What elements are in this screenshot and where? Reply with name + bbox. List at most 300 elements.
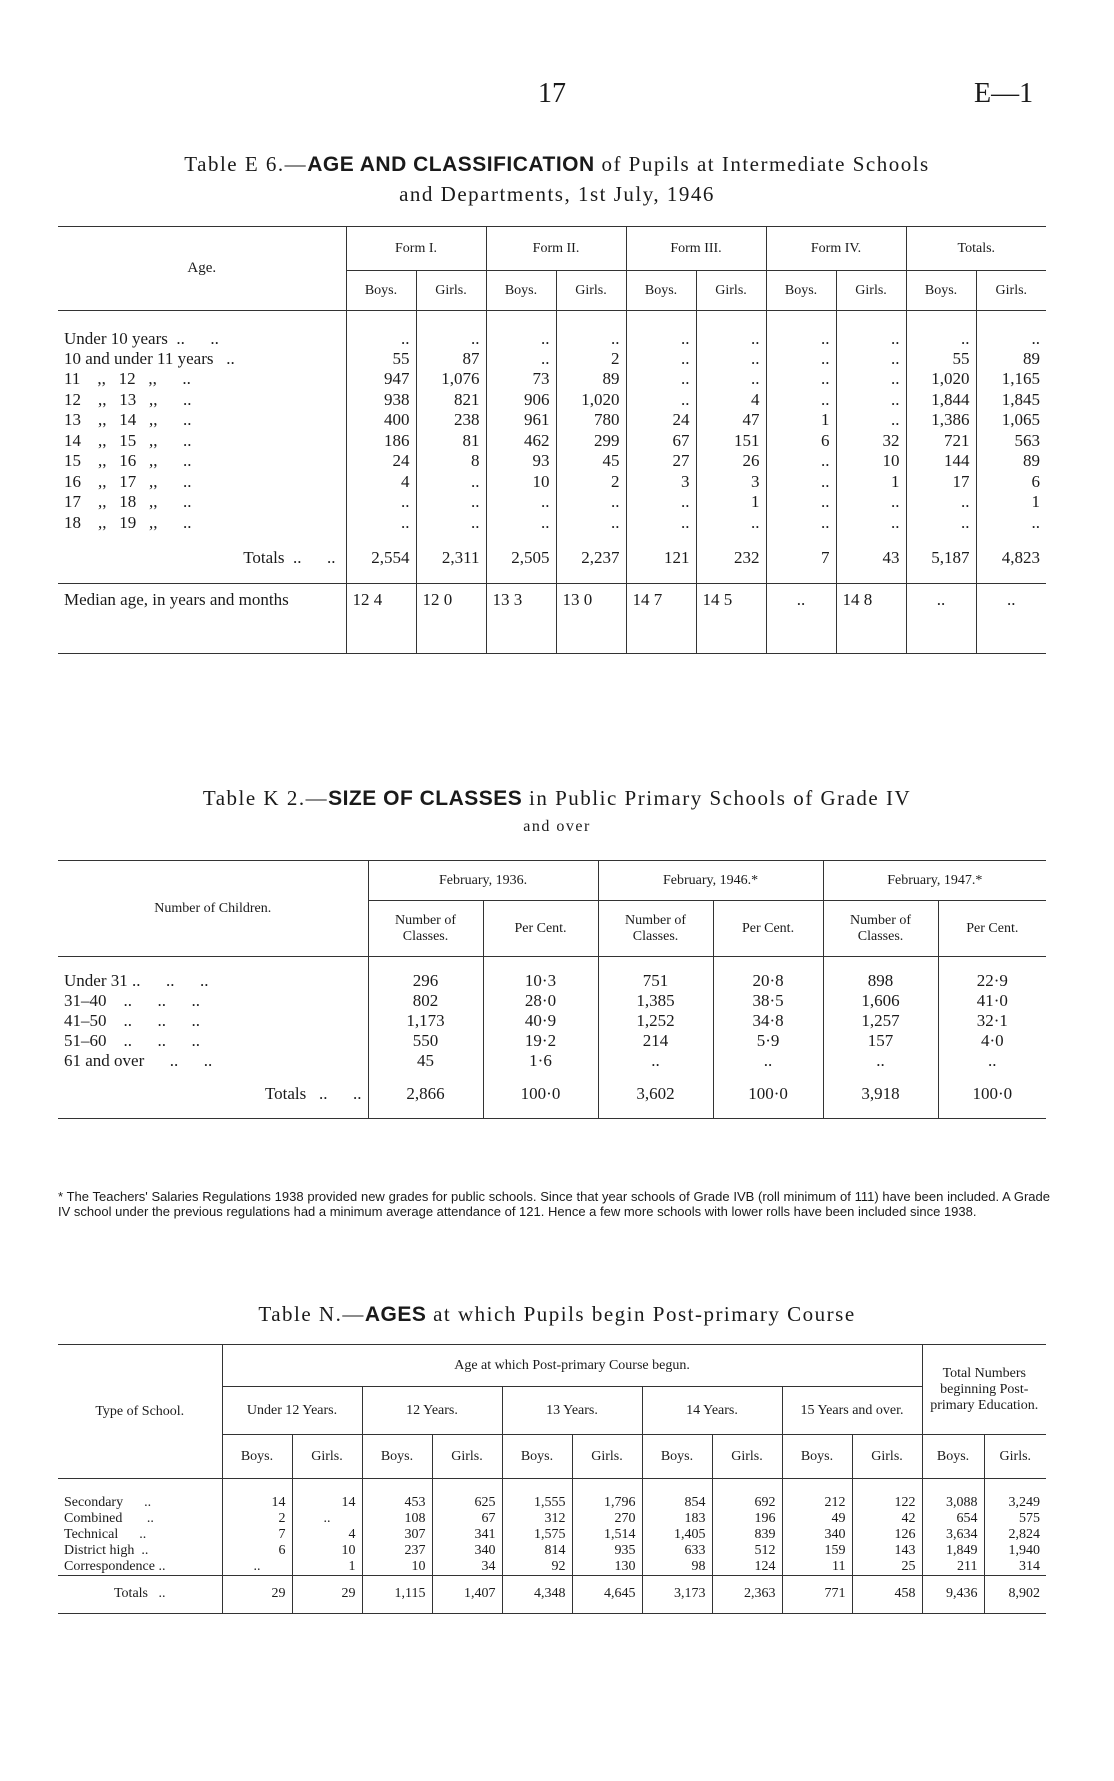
table-cell: 4 (292, 1527, 362, 1543)
table-cell: 780 (556, 410, 626, 431)
table-cell: 340 (782, 1527, 852, 1543)
girls-header: Girls. (852, 1435, 922, 1479)
girls-header: Girls. (976, 271, 1046, 311)
girls-header: Girls. (416, 271, 486, 311)
table-cell: .. (626, 513, 696, 534)
table-cell: 1,849 (922, 1543, 984, 1559)
table-cell: 341 (432, 1527, 502, 1543)
median-row (58, 583, 1046, 653)
table-cell: 839 (712, 1527, 782, 1543)
table-row (58, 1559, 1046, 1576)
table-cell: 961 (486, 410, 556, 431)
table-cell: 947 (346, 369, 416, 390)
total-cell: 43 (836, 533, 906, 583)
table-cell: 10 (486, 472, 556, 493)
table-cell: 89 (976, 451, 1046, 472)
table-cell: 3,088 (922, 1479, 984, 1511)
boys-header: Boys. (922, 1435, 984, 1479)
table-cell: 87 (416, 349, 486, 370)
table-cell: 92 (502, 1559, 572, 1576)
age-group-3-header: 14 Years. (642, 1387, 782, 1435)
type-column-header: Type of School. (95, 1403, 185, 1419)
table-cell: 1,020 (556, 390, 626, 411)
table-k2-title: Table K 2.—SIZE OF CLASSES in Public Primary Schools of Grade IV (202, 786, 912, 810)
table-cell: 22·9 (938, 957, 1046, 991)
table-cell: .. (766, 311, 836, 349)
totals-label: Totals .. .. (243, 547, 336, 567)
table-cell: 40·9 (483, 1011, 598, 1031)
table-cell: 935 (572, 1543, 642, 1559)
table-cell: 10 (292, 1543, 362, 1559)
age-group-header: Age at which Post-primary Course begun. (222, 1345, 922, 1387)
period-1947-header: February, 1947.* (823, 861, 1046, 901)
total-cell: 3,602 (598, 1071, 713, 1119)
table-cell: 10 (836, 451, 906, 472)
table-cell: 1,065 (976, 410, 1046, 431)
per-cent-header: Per Cent. (713, 901, 823, 957)
table-cell: 73 (486, 369, 556, 390)
table-cell: 1,514 (572, 1527, 642, 1543)
total-cell: 1,407 (432, 1575, 502, 1613)
school-type-label: Technical .. (64, 1526, 147, 1542)
boys-header: Boys. (766, 271, 836, 311)
age-label: 18 ,, 19 ,, .. (64, 512, 192, 532)
table-cell: .. (836, 492, 906, 513)
boys-header: Boys. (346, 271, 416, 311)
table-cell: .. (292, 1511, 362, 1527)
form4-header: Form IV. (766, 227, 906, 271)
girls-header: Girls. (292, 1435, 362, 1479)
table-cell: 89 (976, 349, 1046, 370)
table-cell: 67 (432, 1511, 502, 1527)
total-cell: 4,823 (976, 533, 1046, 583)
age-label: 12 ,, 13 ,, .. (64, 389, 192, 409)
table-cell: 67 (626, 431, 696, 452)
table-k2-subtitle: and over (523, 818, 591, 835)
table-cell: .. (766, 513, 836, 534)
table-row (58, 390, 1046, 411)
table-cell: 32 (836, 431, 906, 452)
table-row (58, 513, 1046, 534)
page-number: 17 (538, 78, 566, 109)
table-cell: .. (346, 492, 416, 513)
table-cell: .. (836, 311, 906, 349)
children-label: 61 and over .. .. (64, 1050, 213, 1070)
table-cell: .. (416, 311, 486, 349)
table-cell: 1,844 (906, 390, 976, 411)
table-cell: 1 (766, 410, 836, 431)
form1-header: Form I. (346, 227, 486, 271)
table-cell: 4 (346, 472, 416, 493)
table-cell: .. (556, 513, 626, 534)
table-cell: 41·0 (938, 991, 1046, 1011)
boys-header: Boys. (642, 1435, 712, 1479)
age-label: 16 ,, 17 ,, .. (64, 471, 192, 491)
table-cell: 47 (696, 410, 766, 431)
table-cell: 32·1 (938, 1011, 1046, 1031)
table-cell: 1,796 (572, 1479, 642, 1511)
table-cell: 11 (782, 1559, 852, 1576)
table-cell: .. (346, 311, 416, 349)
table-cell: 512 (712, 1543, 782, 1559)
table-cell: 1,555 (502, 1479, 572, 1511)
total-cell: 2,237 (556, 533, 626, 583)
table-cell: 1,606 (823, 991, 938, 1011)
table-cell: 462 (486, 431, 556, 452)
total-cell: 7 (766, 533, 836, 583)
table-cell: .. (836, 369, 906, 390)
table-cell: 550 (368, 1031, 483, 1051)
table-row (58, 1011, 1046, 1031)
table-row (58, 349, 1046, 370)
total-cell: 4,645 (572, 1575, 642, 1613)
table-cell: 19·2 (483, 1031, 598, 1051)
median-cell: 12 0 (416, 583, 486, 653)
table-cell: 1,020 (906, 369, 976, 390)
table-n (58, 1344, 1046, 1614)
table-cell: 2 (556, 349, 626, 370)
number-of-classes-header: Number of Classes. (598, 901, 713, 957)
table-cell: 186 (346, 431, 416, 452)
table-cell: 1·6 (483, 1051, 598, 1071)
table-cell: 1 (696, 492, 766, 513)
table-cell: .. (976, 513, 1046, 534)
table-cell: .. (906, 311, 976, 349)
total-cell: 121 (626, 533, 696, 583)
table-cell: .. (696, 369, 766, 390)
table-cell: 34·8 (713, 1011, 823, 1031)
table-cell: .. (598, 1051, 713, 1071)
table-cell: 4·0 (938, 1031, 1046, 1051)
table-cell: .. (713, 1051, 823, 1071)
table-cell: 1,940 (984, 1543, 1046, 1559)
totals-label: Totals .. (113, 1586, 166, 1601)
form2-header: Form II. (486, 227, 626, 271)
page-reference: E—1 (974, 78, 1034, 109)
table-cell: 26 (696, 451, 766, 472)
table-cell: 151 (696, 431, 766, 452)
table-cell: 1,845 (976, 390, 1046, 411)
total-cell: 458 (852, 1575, 922, 1613)
table-row (58, 1051, 1046, 1071)
table-n-title: Table N.—AGES at which Pupils begin Post-primary Course (258, 1302, 856, 1326)
table-cell: 93 (486, 451, 556, 472)
table-cell: .. (346, 513, 416, 534)
total-cell: 4,348 (502, 1575, 572, 1613)
table-cell: 3,249 (984, 1479, 1046, 1511)
table-cell: 55 (346, 349, 416, 370)
table-row (58, 1479, 1046, 1511)
total-cell: 100·0 (938, 1071, 1046, 1119)
form3-header: Form III. (626, 227, 766, 271)
table-cell: 575 (984, 1511, 1046, 1527)
table-cell: 27 (626, 451, 696, 472)
age-label: 11 ,, 12 ,, .. (64, 369, 191, 389)
table-row (58, 369, 1046, 390)
table-cell: 453 (362, 1479, 432, 1511)
table-cell: .. (766, 349, 836, 370)
table-cell: 270 (572, 1511, 642, 1527)
total-cell: 232 (696, 533, 766, 583)
totals-row (58, 533, 1046, 583)
table-cell: .. (486, 492, 556, 513)
table-cell: 144 (906, 451, 976, 472)
table-cell: .. (486, 513, 556, 534)
table-cell: 45 (556, 451, 626, 472)
school-type-label: Correspondence .. (64, 1558, 166, 1574)
table-cell: .. (836, 349, 906, 370)
table-cell: 6 (976, 472, 1046, 493)
table-cell: .. (486, 349, 556, 370)
table-cell: 20·8 (713, 957, 823, 991)
totals-label: Totals .. .. (264, 1084, 362, 1104)
table-e6 (58, 226, 1046, 654)
table-cell: 1,386 (906, 410, 976, 431)
total-cell: 9,436 (922, 1575, 984, 1613)
median-cell: 14 7 (626, 583, 696, 653)
table-cell: .. (626, 349, 696, 370)
median-cell: 13 3 (486, 583, 556, 653)
table-row (58, 1511, 1046, 1527)
table-cell: 625 (432, 1479, 502, 1511)
table-row (58, 451, 1046, 472)
table-cell: 143 (852, 1543, 922, 1559)
table-cell: 821 (416, 390, 486, 411)
per-cent-header: Per Cent. (938, 901, 1046, 957)
table-cell: .. (556, 311, 626, 349)
table-cell: 49 (782, 1511, 852, 1527)
table-cell: .. (416, 472, 486, 493)
table-cell: 1,076 (416, 369, 486, 390)
table-cell: .. (696, 513, 766, 534)
table-cell: .. (836, 390, 906, 411)
table-cell: 314 (984, 1559, 1046, 1576)
total-cell: 3,173 (642, 1575, 712, 1613)
table-cell: 307 (362, 1527, 432, 1543)
age-label: 17 ,, 18 ,, .. (64, 492, 192, 512)
girls-header: Girls. (712, 1435, 782, 1479)
table-row (58, 1543, 1046, 1559)
table-cell: 751 (598, 957, 713, 991)
table-cell: 2 (222, 1511, 292, 1527)
children-label: 31–40 .. .. .. (64, 990, 200, 1010)
girls-header: Girls. (984, 1435, 1046, 1479)
table-cell: 1,385 (598, 991, 713, 1011)
table-cell: 157 (823, 1031, 938, 1051)
table-cell: .. (626, 492, 696, 513)
total-cell: 29 (222, 1575, 292, 1613)
table-row (58, 431, 1046, 452)
girls-header: Girls. (572, 1435, 642, 1479)
total-cell: 2,363 (712, 1575, 782, 1613)
total-cell: 1,115 (362, 1575, 432, 1613)
table-cell: 1,575 (502, 1527, 572, 1543)
table-cell: .. (696, 349, 766, 370)
table-cell: 854 (642, 1479, 712, 1511)
children-label: Under 31 .. .. .. (64, 970, 209, 990)
table-cell: .. (906, 492, 976, 513)
median-cell: .. (766, 583, 836, 653)
boys-header: Boys. (362, 1435, 432, 1479)
table-e6-subtitle: and Departments, 1st July, 1946 (399, 182, 715, 206)
table-cell: 214 (598, 1031, 713, 1051)
total-cell: 8,902 (984, 1575, 1046, 1613)
table-cell: 692 (712, 1479, 782, 1511)
age-label: 13 ,, 14 ,, .. (64, 410, 192, 430)
table-cell: 14 (292, 1479, 362, 1511)
table-cell: 10·3 (483, 957, 598, 991)
table-cell: 906 (486, 390, 556, 411)
table-cell: 122 (852, 1479, 922, 1511)
table-cell: 24 (626, 410, 696, 431)
total-cell: 5,187 (906, 533, 976, 583)
girls-header: Girls. (696, 271, 766, 311)
table-cell: 14 (222, 1479, 292, 1511)
table-cell: .. (556, 492, 626, 513)
age-group-0-header: Under 12 Years. (222, 1387, 362, 1435)
period-1936-header: February, 1936. (368, 861, 598, 901)
table-cell: 45 (368, 1051, 483, 1071)
table-cell: .. (836, 513, 906, 534)
table-cell: 34 (432, 1559, 502, 1576)
table-k2-footnote: * The Teachers' Salaries Regulations 1938 provided new grades for public schools. Since that year schools of Grade IVB (roll minimum of 111) have been included. A Grade IV school under the previous regulations had a minimum average attendance of 121. Hence a few more schools with lower rolls have been included since 1938. (58, 1189, 1050, 1219)
table-cell: 7 (222, 1527, 292, 1543)
total-numbers-header: Total Numbers beginning Post-primary Education. (922, 1345, 1046, 1435)
table-cell: .. (416, 492, 486, 513)
table-cell: 1,405 (642, 1527, 712, 1543)
totals-row (58, 1575, 1046, 1613)
table-cell: 4 (696, 390, 766, 411)
table-cell: 1 (976, 492, 1046, 513)
total-cell: 2,505 (486, 533, 556, 583)
table-cell: 563 (976, 431, 1046, 452)
table-cell: 938 (346, 390, 416, 411)
table-cell: 89 (556, 369, 626, 390)
table-cell: 814 (502, 1543, 572, 1559)
table-cell: .. (696, 311, 766, 349)
number-of-classes-header: Number of Classes. (368, 901, 483, 957)
table-cell: 25 (852, 1559, 922, 1576)
children-label: 41–50 .. .. .. (64, 1010, 200, 1030)
girls-header: Girls. (836, 271, 906, 311)
table-cell: 38·5 (713, 991, 823, 1011)
table-cell: 299 (556, 431, 626, 452)
table-cell: 1,252 (598, 1011, 713, 1031)
total-cell: 2,866 (368, 1071, 483, 1119)
boys-header: Boys. (502, 1435, 572, 1479)
boys-header: Boys. (222, 1435, 292, 1479)
table-cell: 237 (362, 1543, 432, 1559)
school-type-label: Secondary .. (64, 1494, 152, 1510)
table-cell: 98 (642, 1559, 712, 1576)
table-cell: 159 (782, 1543, 852, 1559)
number-of-classes-header: Number of Classes. (823, 901, 938, 957)
table-cell: 10 (362, 1559, 432, 1576)
table-cell: 6 (766, 431, 836, 452)
totals-row (58, 1071, 1046, 1119)
table-cell: .. (938, 1051, 1046, 1071)
girls-header: Girls. (432, 1435, 502, 1479)
period-1946-header: February, 1946.* (598, 861, 823, 901)
table-cell: 212 (782, 1479, 852, 1511)
median-cell: .. (906, 583, 976, 653)
table-cell: 196 (712, 1511, 782, 1527)
table-cell: 183 (642, 1511, 712, 1527)
table-cell: 55 (906, 349, 976, 370)
total-cell: 29 (292, 1575, 362, 1613)
table-cell: 1 (836, 472, 906, 493)
table-cell: 340 (432, 1543, 502, 1559)
age-label: 14 ,, 15 ,, .. (64, 430, 192, 450)
children-column-header: Number of Children. (154, 900, 272, 916)
table-cell: 1,257 (823, 1011, 938, 1031)
table-cell: 126 (852, 1527, 922, 1543)
school-type-label: Combined .. (64, 1510, 154, 1526)
school-type-label: District high .. (64, 1542, 149, 1558)
boys-header: Boys. (906, 271, 976, 311)
median-cell: .. (976, 583, 1046, 653)
table-cell: 124 (712, 1559, 782, 1576)
total-cell: 771 (782, 1575, 852, 1613)
table-cell: 654 (922, 1511, 984, 1527)
table-cell: 2 (556, 472, 626, 493)
table-cell: 721 (906, 431, 976, 452)
table-cell: .. (626, 369, 696, 390)
table-k2 (58, 860, 1046, 1119)
total-cell: 3,918 (823, 1071, 938, 1119)
median-label: Median age, in years and months (64, 589, 289, 609)
table-row (58, 410, 1046, 431)
table-cell: 1,165 (976, 369, 1046, 390)
table-cell: .. (766, 369, 836, 390)
table-row (58, 957, 1046, 991)
age-group-4-header: 15 Years and over. (782, 1387, 922, 1435)
table-row (58, 492, 1046, 513)
table-cell: 3 (626, 472, 696, 493)
table-row (58, 1031, 1046, 1051)
table-cell: 42 (852, 1511, 922, 1527)
median-cell: 14 8 (836, 583, 906, 653)
table-cell: .. (766, 472, 836, 493)
table-cell: 400 (346, 410, 416, 431)
table-cell: 8 (416, 451, 486, 472)
table-cell: 211 (922, 1559, 984, 1576)
table-cell: 1,173 (368, 1011, 483, 1031)
total-cell: 100·0 (483, 1071, 598, 1119)
table-cell: .. (626, 390, 696, 411)
table-row (58, 311, 1046, 349)
table-cell: 28·0 (483, 991, 598, 1011)
table-cell: 6 (222, 1543, 292, 1559)
median-cell: 12 4 (346, 583, 416, 653)
boys-header: Boys. (486, 271, 556, 311)
age-label: 15 ,, 16 ,, .. (64, 451, 192, 471)
table-cell: 296 (368, 957, 483, 991)
table-cell: 3 (696, 472, 766, 493)
table-cell: .. (823, 1051, 938, 1071)
table-cell: 633 (642, 1543, 712, 1559)
table-cell: 130 (572, 1559, 642, 1576)
per-cent-header: Per Cent. (483, 901, 598, 957)
table-cell: 81 (416, 431, 486, 452)
children-label: 51–60 .. .. .. (64, 1030, 200, 1050)
total-cell: 2,554 (346, 533, 416, 583)
table-row (58, 472, 1046, 493)
table-cell: .. (222, 1559, 292, 1576)
age-group-1-header: 12 Years. (362, 1387, 502, 1435)
age-group-2-header: 13 Years. (502, 1387, 642, 1435)
table-cell: .. (486, 311, 556, 349)
